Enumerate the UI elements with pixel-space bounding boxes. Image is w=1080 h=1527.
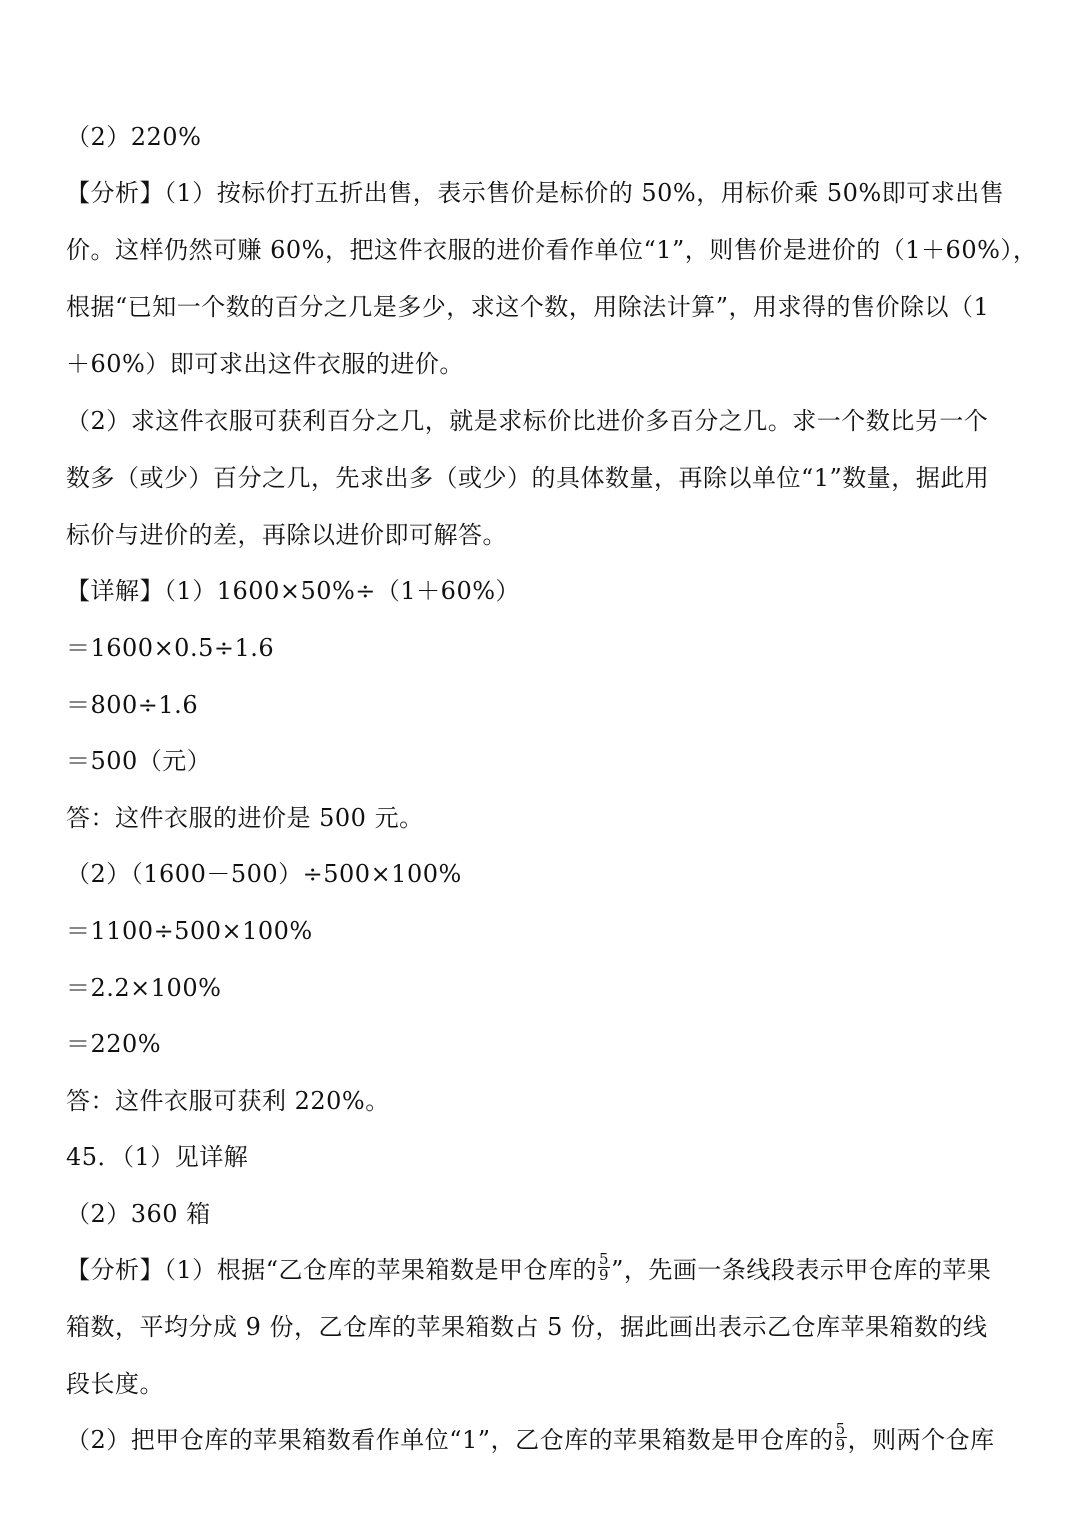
question-45-part1: 45．（1）见详解 xyxy=(66,1143,249,1171)
detail-part2-answer: 答：这件衣服可获利 220%。 xyxy=(66,1087,390,1115)
analysis-line-2: 价。这样仍然可赚 60%，把这件衣服的进价看作单位“1”，则售价是进价的（1＋60%）， xyxy=(66,236,1038,264)
analysis-part2-line-1: （2）求这件衣服可获利百分之几，就是求标价比进价多百分之几。求一个数比另一个 xyxy=(66,407,989,435)
detail-step: ＝220% xyxy=(66,1030,162,1058)
detail-part1-answer: 答：这件衣服的进价是 500 元。 xyxy=(66,804,424,832)
fraction-denominator: 9 xyxy=(835,1436,846,1454)
analysis-line-3: 根据“已知一个数的百分之几是多少，求这个数，用除法计算”，用求得的售价除以（1 xyxy=(66,293,990,321)
q45-analysis-line-1 xyxy=(66,1250,1016,1287)
detail-step: ＝2.2×100% xyxy=(66,974,222,1002)
analysis-part2-line-3: 标价与进价的差，再除以进价即可解答。 xyxy=(66,521,507,549)
q45-analysis-part2-line-1 xyxy=(66,1420,1016,1457)
detail-part1-expression: 【详解】（1）1600×50%÷（1＋60%） xyxy=(66,577,521,605)
fraction-five-ninths xyxy=(598,1252,610,1283)
detail-step: ＝1600×0.5÷1.6 xyxy=(66,634,275,662)
detail-step: ＝1100÷500×100% xyxy=(66,917,313,945)
analysis-line-4: ＋60%）即可求出这件衣服的进价。 xyxy=(66,350,464,378)
fraction-numerator: 5 xyxy=(599,1250,610,1268)
detail-step: ＝800÷1.6 xyxy=(66,691,199,719)
q45-part2-text-before: （2）把甲仓库的苹果箱数看作单位“1”，乙仓库的苹果箱数是甲仓库的 xyxy=(66,1426,834,1454)
q45-analysis-line-2: 箱数，平均分成 9 份，乙仓库的苹果箱数占 5 份，据此画出表示乙仓库苹果箱数的线 xyxy=(66,1313,988,1341)
q45-analysis-text-after: ”，先画一条线段表示甲仓库的苹果 xyxy=(611,1256,992,1284)
q45-analysis-text-before: 【分析】（1）根据“乙仓库的苹果箱数是甲仓库的 xyxy=(66,1256,598,1284)
question-45-part2: （2）360 箱 xyxy=(66,1200,211,1228)
analysis-part2-line-2: 数多（或少）百分之几，先求出多（或少）的具体数量，再除以单位“1”数量，据此用 xyxy=(66,464,990,492)
q45-part2-text-after: ，则两个仓库 xyxy=(847,1426,995,1454)
analysis-line-1: 【分析】（1）按标价打五折出售，表示售价是标价的 50%，用标价乘 50%即可求出售 xyxy=(66,179,1005,207)
fraction-five-ninths xyxy=(835,1422,847,1453)
answer-part2-result: （2）220% xyxy=(66,123,202,151)
q45-analysis-line-3: 段长度。 xyxy=(66,1370,164,1398)
fraction-denominator: 9 xyxy=(599,1266,610,1284)
fraction-numerator: 5 xyxy=(835,1420,846,1438)
detail-part2-expression: （2）（1600－500）÷500×100% xyxy=(66,860,462,888)
detail-step: ＝500（元） xyxy=(66,747,212,775)
